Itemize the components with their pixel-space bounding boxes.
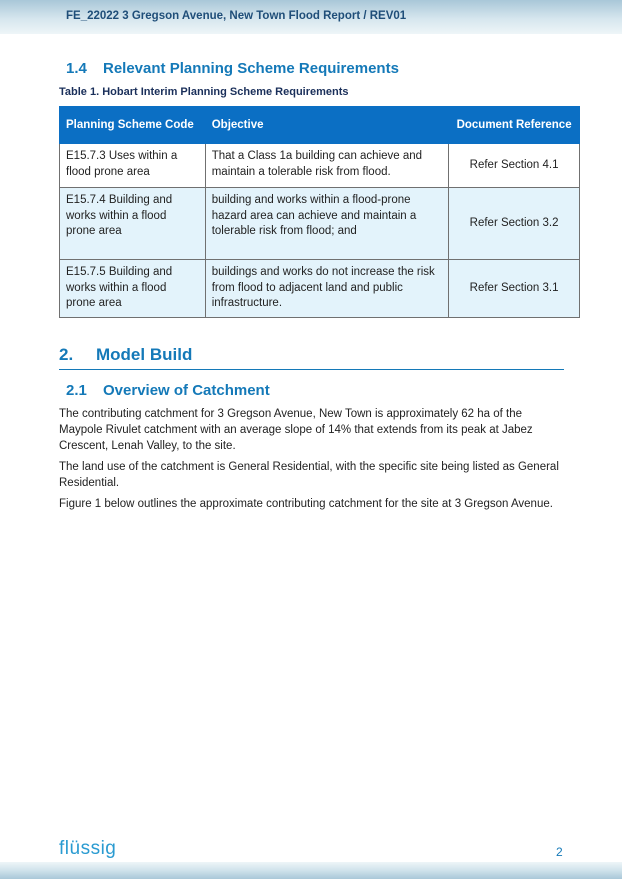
- cell-code: E15.7.5 Building and works within a flood prone area: [60, 260, 206, 318]
- cell-reference: Refer Section 3.2: [449, 188, 580, 260]
- section-heading-2: [59, 345, 564, 370]
- footer-band: [0, 862, 622, 879]
- cell-objective: That a Class 1a building can achieve and maintain a tolerable risk from flood.: [205, 144, 448, 188]
- table-row: [60, 144, 580, 188]
- cell-objective: buildings and works do not increase the risk from flood to adjacent land and public infrastructure.: [205, 260, 448, 318]
- paragraph-figure-reference: Figure 1 below outlines the approximate contributing catchment for the site at 3 Gregson Avenue.: [59, 498, 553, 510]
- cell-code: E15.7.4 Building and works within a flood prone area: [60, 188, 206, 260]
- cell-code: E15.7.3 Uses within a flood prone area: [60, 144, 206, 188]
- page-number: 2: [556, 845, 563, 859]
- paragraph-catchment: The contributing catchment for 3 Gregson Avenue, New Town is approximately 62 ha of the Maypole Rivulet catchment with an average slope of 14% that extends from its peak at Jabez Crescent, Lenah Valley, to the site.: [59, 408, 533, 452]
- section-heading-1-4: [66, 60, 399, 77]
- section-title: Overview of Catchment: [103, 382, 270, 399]
- column-header-reference: Document Reference: [449, 107, 580, 144]
- section-number: 2.: [59, 345, 74, 364]
- planning-requirements-table: [59, 106, 580, 318]
- section-heading-2-1: [66, 382, 270, 399]
- column-header-objective: Objective: [205, 107, 448, 144]
- section-number: 1.4: [66, 60, 87, 77]
- cell-reference: Refer Section 4.1: [449, 144, 580, 188]
- table-caption: Table 1. Hobart Interim Planning Scheme Requirements: [59, 86, 349, 98]
- column-header-code: Planning Scheme Code: [60, 107, 206, 144]
- flussig-logo: flüssig: [59, 838, 117, 859]
- table-header-row: [60, 107, 580, 144]
- table-row: [60, 260, 580, 318]
- document-title: FE_22022 3 Gregson Avenue, New Town Flood Report / REV01: [66, 10, 407, 22]
- paragraph-land-use: The land use of the catchment is General Residential, with the specific site being listed as General Residential.: [59, 461, 559, 489]
- section-title: Relevant Planning Scheme Requirements: [103, 60, 399, 77]
- cell-reference: Refer Section 3.1: [449, 260, 580, 318]
- section-number: 2.1: [66, 382, 87, 399]
- header-band: [0, 0, 622, 34]
- section-title: Model Build: [96, 345, 193, 364]
- table-row: [60, 188, 580, 260]
- cell-objective: building and works within a flood-prone hazard area can achieve and maintain a tolerable risk from flood; and: [205, 188, 448, 260]
